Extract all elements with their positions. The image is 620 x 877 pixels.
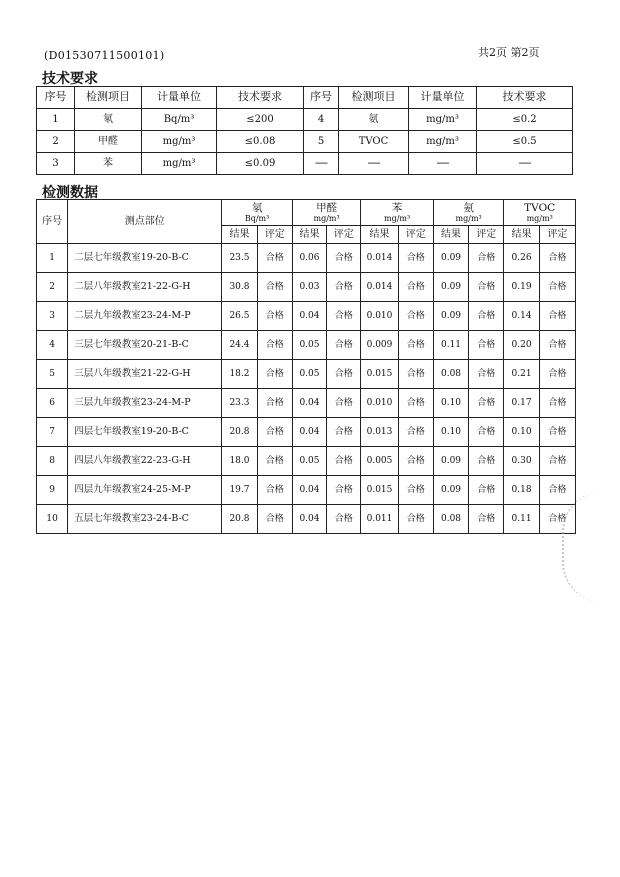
tech-cell: 1 xyxy=(37,109,75,131)
evaluation-cell: 合格 xyxy=(327,302,361,331)
evaluation-cell: 合格 xyxy=(398,447,433,476)
result-cell: 0.26 xyxy=(504,244,539,273)
row-location: 三层七年级教室20-21-B-C xyxy=(68,331,222,360)
evaluation-cell: 合格 xyxy=(539,302,575,331)
result-cell: 0.03 xyxy=(292,273,326,302)
row-number: 7 xyxy=(37,418,68,447)
result-cell: 26.5 xyxy=(222,302,257,331)
evaluation-cell: 合格 xyxy=(469,389,504,418)
pollutant-header xyxy=(504,200,576,226)
pollutant-unit: mg/m³ xyxy=(526,213,553,223)
row-number: 1 xyxy=(37,244,68,273)
result-cell: 0.09 xyxy=(433,244,468,273)
table-row xyxy=(37,447,576,476)
result-cell: 0.11 xyxy=(504,505,539,534)
tech-header-cell: 序号 xyxy=(37,87,75,109)
result-cell: 0.04 xyxy=(292,389,326,418)
result-cell: 0.04 xyxy=(292,505,326,534)
evaluation-cell: 合格 xyxy=(469,418,504,447)
tech-cell: 氡 xyxy=(75,109,142,131)
evaluation-cell: 合格 xyxy=(539,331,575,360)
result-cell: 0.06 xyxy=(292,244,326,273)
evaluation-cell: 合格 xyxy=(398,302,433,331)
tech-cell: 氨 xyxy=(339,109,409,131)
pollutant-unit: mg/m³ xyxy=(455,213,482,223)
evaluation-cell: 合格 xyxy=(257,244,292,273)
tech-requirements-title: 技术要求 xyxy=(42,71,98,87)
evaluation-cell: 合格 xyxy=(327,418,361,447)
result-cell: 18.2 xyxy=(222,360,257,389)
evaluation-header: 评定 xyxy=(539,226,575,244)
evaluation-cell: 合格 xyxy=(469,244,504,273)
evaluation-cell: 合格 xyxy=(539,244,575,273)
tech-cell: mg/m³ xyxy=(409,131,477,153)
result-cell: 24.4 xyxy=(222,331,257,360)
result-cell: 0.05 xyxy=(292,331,326,360)
row-location: 三层九年级教室23-24-M-P xyxy=(68,389,222,418)
result-cell: 0.11 xyxy=(433,331,468,360)
evaluation-cell: 合格 xyxy=(539,418,575,447)
tech-header-cell: 技术要求 xyxy=(217,87,304,109)
tech-cell: ----- xyxy=(409,153,477,175)
evaluation-cell: 合格 xyxy=(257,273,292,302)
pollutant-header xyxy=(361,200,434,226)
page-info: 共2页 第2页 xyxy=(478,46,540,59)
tech-header-cell: 技术要求 xyxy=(477,87,573,109)
result-cell: 23.3 xyxy=(222,389,257,418)
tech-cell: 2 xyxy=(37,131,75,153)
result-cell: 0.04 xyxy=(292,476,326,505)
table-row xyxy=(37,273,576,302)
evaluation-cell: 合格 xyxy=(469,273,504,302)
pollutant-unit: mg/m³ xyxy=(313,213,340,223)
result-cell: 0.09 xyxy=(433,273,468,302)
result-cell: 0.19 xyxy=(504,273,539,302)
result-cell: 0.009 xyxy=(361,331,398,360)
result-cell: 0.21 xyxy=(504,360,539,389)
pollutant-unit: mg/m³ xyxy=(384,213,411,223)
result-cell: 0.014 xyxy=(361,244,398,273)
tech-cell: mg/m³ xyxy=(409,109,477,131)
pollutant-name: TVOC xyxy=(524,201,556,214)
result-cell: 0.05 xyxy=(292,447,326,476)
tech-cell: 苯 xyxy=(75,153,142,175)
evaluation-cell: 合格 xyxy=(257,360,292,389)
evaluation-cell: 合格 xyxy=(398,505,433,534)
evaluation-cell: 合格 xyxy=(257,389,292,418)
tech-row xyxy=(37,153,573,175)
evaluation-cell: 合格 xyxy=(398,273,433,302)
row-location: 五层七年级教室23-24-B-C xyxy=(68,505,222,534)
evaluation-cell: 合格 xyxy=(539,360,575,389)
result-header: 结果 xyxy=(222,226,257,244)
evaluation-header: 评定 xyxy=(398,226,433,244)
table-row xyxy=(37,244,576,273)
result-header: 结果 xyxy=(433,226,468,244)
row-number: 6 xyxy=(37,389,68,418)
tech-cell: 3 xyxy=(37,153,75,175)
tech-cell: mg/m³ xyxy=(142,131,217,153)
evaluation-cell: 合格 xyxy=(539,476,575,505)
result-cell: 0.08 xyxy=(433,505,468,534)
evaluation-cell: 合格 xyxy=(257,331,292,360)
result-cell: 0.09 xyxy=(433,302,468,331)
tech-cell: TVOC xyxy=(339,131,409,153)
evaluation-cell: 合格 xyxy=(327,476,361,505)
pollutant-name: 甲醛 xyxy=(316,201,338,214)
evaluation-cell: 合格 xyxy=(327,331,361,360)
result-cell: 23.5 xyxy=(222,244,257,273)
tech-cell: ----- xyxy=(304,153,339,175)
result-cell: 20.8 xyxy=(222,418,257,447)
evaluation-cell: 合格 xyxy=(398,244,433,273)
result-cell: 0.10 xyxy=(504,418,539,447)
pollutant-name: 氡 xyxy=(251,201,263,214)
evaluation-cell: 合格 xyxy=(398,389,433,418)
row-location: 三层八年级教室21-22-G-H xyxy=(68,360,222,389)
seal-stamp-partial xyxy=(562,492,616,602)
evaluation-cell: 合格 xyxy=(327,360,361,389)
evaluation-cell: 合格 xyxy=(539,389,575,418)
tech-cell: ≤0.5 xyxy=(477,131,573,153)
result-cell: 30.8 xyxy=(222,273,257,302)
table-row xyxy=(37,418,576,447)
row-location: 四层九年级教室24-25-M-P xyxy=(68,476,222,505)
tech-cell: 5 xyxy=(304,131,339,153)
tech-header-cell: 检测项目 xyxy=(75,87,142,109)
tech-cell: ----- xyxy=(477,153,573,175)
evaluation-cell: 合格 xyxy=(257,505,292,534)
result-cell: 0.10 xyxy=(433,389,468,418)
result-cell: 0.20 xyxy=(504,331,539,360)
row-location: 二层八年级教室21-22-G-H xyxy=(68,273,222,302)
result-cell: 0.011 xyxy=(361,505,398,534)
result-cell: 0.05 xyxy=(292,360,326,389)
pollutant-header xyxy=(292,200,361,226)
table-row xyxy=(37,505,576,534)
result-header: 结果 xyxy=(504,226,539,244)
tech-header-cell: 计量单位 xyxy=(142,87,217,109)
tech-cell: ≤0.09 xyxy=(217,153,304,175)
tech-cell: 4 xyxy=(304,109,339,131)
result-cell: 0.04 xyxy=(292,418,326,447)
pollutant-unit: Bq/m³ xyxy=(244,213,270,223)
tech-cell: ≤0.2 xyxy=(477,109,573,131)
result-cell: 0.30 xyxy=(504,447,539,476)
tech-header-cell: 计量单位 xyxy=(409,87,477,109)
result-header: 结果 xyxy=(361,226,398,244)
evaluation-cell: 合格 xyxy=(469,331,504,360)
result-cell: 20.8 xyxy=(222,505,257,534)
pollutant-header xyxy=(222,200,293,226)
result-cell: 0.09 xyxy=(433,476,468,505)
row-location: 四层八年级教室22-23-G-H xyxy=(68,447,222,476)
tech-cell: ----- xyxy=(339,153,409,175)
result-cell: 0.17 xyxy=(504,389,539,418)
table-row xyxy=(37,389,576,418)
row-number: 3 xyxy=(37,302,68,331)
evaluation-cell: 合格 xyxy=(327,389,361,418)
evaluation-cell: 合格 xyxy=(539,273,575,302)
evaluation-cell: 合格 xyxy=(398,360,433,389)
row-location: 四层七年级教室19-20-B-C xyxy=(68,418,222,447)
result-cell: 19.7 xyxy=(222,476,257,505)
row-number: 9 xyxy=(37,476,68,505)
result-cell: 0.013 xyxy=(361,418,398,447)
evaluation-cell: 合格 xyxy=(469,360,504,389)
evaluation-cell: 合格 xyxy=(257,418,292,447)
tech-cell: ≤200 xyxy=(217,109,304,131)
tech-row xyxy=(37,109,573,131)
table-row xyxy=(37,360,576,389)
evaluation-cell: 合格 xyxy=(469,302,504,331)
result-cell: 0.18 xyxy=(504,476,539,505)
evaluation-cell: 合格 xyxy=(327,244,361,273)
tech-cell: ≤0.08 xyxy=(217,131,304,153)
tech-header-cell: 检测项目 xyxy=(339,87,409,109)
evaluation-header: 评定 xyxy=(469,226,504,244)
result-cell: 0.015 xyxy=(361,360,398,389)
pollutant-name: 苯 xyxy=(391,201,403,214)
result-cell: 0.014 xyxy=(361,273,398,302)
row-location: 二层七年级教室19-20-B-C xyxy=(68,244,222,273)
tech-cell: 甲醛 xyxy=(75,131,142,153)
test-data-title: 检测数据 xyxy=(42,185,98,201)
result-cell: 0.04 xyxy=(292,302,326,331)
row-number: 2 xyxy=(37,273,68,302)
evaluation-cell: 合格 xyxy=(257,476,292,505)
evaluation-header: 评定 xyxy=(257,226,292,244)
result-header: 结果 xyxy=(292,226,326,244)
row-number: 8 xyxy=(37,447,68,476)
result-cell: 0.09 xyxy=(433,447,468,476)
result-cell: 0.015 xyxy=(361,476,398,505)
result-cell: 0.010 xyxy=(361,389,398,418)
row-location: 二层九年级教室23-24-M-P xyxy=(68,302,222,331)
evaluation-cell: 合格 xyxy=(327,273,361,302)
col-header-location: 测点部位 xyxy=(68,200,222,244)
report-id: (D01530711500101) xyxy=(44,49,165,62)
evaluation-cell: 合格 xyxy=(469,447,504,476)
result-cell: 0.08 xyxy=(433,360,468,389)
tech-header-cell: 序号 xyxy=(304,87,339,109)
tech-cell: Bq/m³ xyxy=(142,109,217,131)
table-row xyxy=(37,331,576,360)
evaluation-cell: 合格 xyxy=(327,447,361,476)
test-data-table xyxy=(36,199,576,534)
pollutant-name: 氨 xyxy=(463,201,474,214)
pollutant-header xyxy=(433,200,504,226)
evaluation-cell: 合格 xyxy=(398,331,433,360)
table-row xyxy=(37,302,576,331)
result-cell: 0.10 xyxy=(433,418,468,447)
evaluation-cell: 合格 xyxy=(539,505,575,534)
evaluation-cell: 合格 xyxy=(257,447,292,476)
evaluation-cell: 合格 xyxy=(469,476,504,505)
row-number: 5 xyxy=(37,360,68,389)
evaluation-cell: 合格 xyxy=(398,418,433,447)
col-header-no: 序号 xyxy=(37,200,68,244)
tech-row xyxy=(37,131,573,153)
tech-requirements-table xyxy=(36,86,573,175)
evaluation-cell: 合格 xyxy=(469,505,504,534)
evaluation-cell: 合格 xyxy=(257,302,292,331)
row-number: 10 xyxy=(37,505,68,534)
evaluation-header: 评定 xyxy=(327,226,361,244)
table-row xyxy=(37,476,576,505)
tech-cell: mg/m³ xyxy=(142,153,217,175)
evaluation-cell: 合格 xyxy=(327,505,361,534)
result-cell: 0.010 xyxy=(361,302,398,331)
result-cell: 0.005 xyxy=(361,447,398,476)
evaluation-cell: 合格 xyxy=(398,476,433,505)
result-cell: 18.0 xyxy=(222,447,257,476)
row-number: 4 xyxy=(37,331,68,360)
result-cell: 0.14 xyxy=(504,302,539,331)
evaluation-cell: 合格 xyxy=(539,447,575,476)
